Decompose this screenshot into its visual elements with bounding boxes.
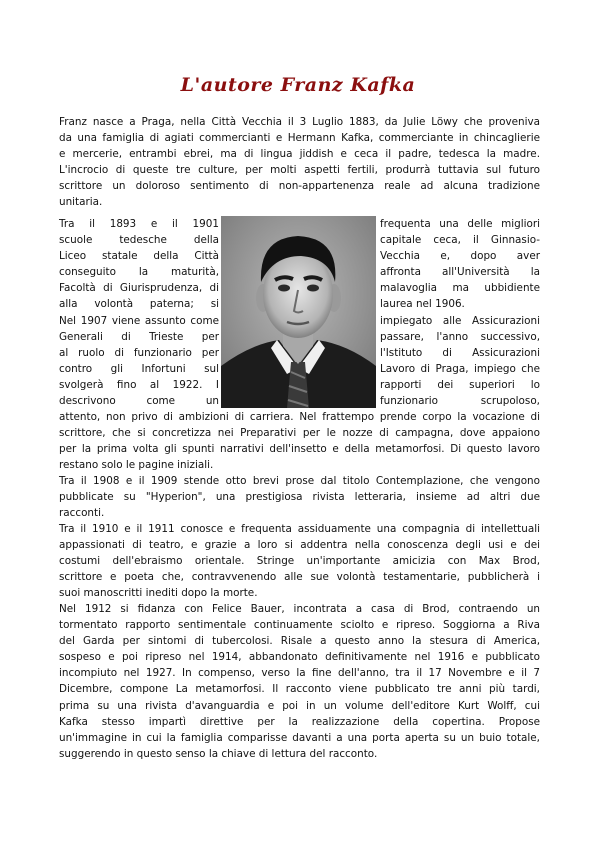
text-line: Tra il 1910 e il 1911 conosce e frequenta assiduamente una compagnia di intellettuali: [59, 523, 540, 535]
text-line: unitaria.: [59, 196, 103, 209]
text-line: suoi manoscritti inediti dopo la morte.: [59, 587, 258, 600]
text-line: tormentato rapporto sentimentale continuamente sciolto e ripreso. Soggiorna a Riva: [59, 619, 540, 632]
paragraph-intro: [59, 114, 540, 211]
text-line: svolgerà fino al 1922. I: [59, 378, 219, 391]
text-line: sospeso e poi ripreso nel 1914, abbandonato definitivamente nel 1916 e pubblicato: [59, 651, 540, 664]
text-line: e mercerie, entrambi ebrei, ma di lingua jiddish e ceca il padre, tedesca la madre.: [59, 148, 540, 161]
text-line: capitale ceca, il Ginnasio-: [380, 234, 540, 247]
text-line: scrittore un doloroso sentimento di non-appartenenza reale ad alcuna tradizione: [59, 180, 540, 193]
text-line: Dicembre, compone La metamorfosi. Il racconto viene pubblicato tre anni più tardi,: [59, 683, 540, 696]
text-line: per la prima volta gli spunti narrativi dell'insetto e della metamorfosi. Di questo lavoro: [59, 443, 540, 456]
text-line: scrittore, che si concretizza nei Preparativi per le nozze di campagna, dove appaiono: [59, 427, 540, 440]
text-line: Nel 1912 si fidanza con Felice Bauer, incontrata a casa di Brod, contraendo un: [59, 603, 540, 615]
text-line: alla volontà paterna; si: [59, 298, 219, 311]
left-text-column: [59, 216, 219, 409]
text-line: Tra il 1908 e il 1909 stende otto brevi prose dal titolo Contemplazione, che vengono: [59, 475, 540, 487]
text-line: Liceo statale della Città: [59, 250, 219, 263]
paragraph-max-brod: [59, 521, 540, 601]
text-line: scuole tedesche della: [59, 234, 219, 247]
text-line: Facoltà di Giurisprudenza, di: [59, 282, 219, 295]
photo-wrap-section: [59, 216, 540, 410]
paragraph-contemplazione: [59, 473, 540, 521]
text-line: l'Istituto di Assicurazioni: [380, 346, 540, 359]
text-line: L'incrocio di queste tre culture, per molti aspetti fertili, produrrà tuttavia sul futuro: [59, 164, 540, 177]
text-line: del Garda per sintomi di tubercolosi. Risale a questo anno la stesura di America,: [59, 635, 540, 648]
text-line: suggerendo in questo senso la chiave di lettura del racconto.: [59, 747, 378, 760]
text-line: da una famiglia di agiati commercianti e Hermann Kafka, commerciante in chincaglierie: [59, 132, 540, 145]
text-line: al ruolo di funzionario per: [59, 346, 219, 359]
kafka-portrait-photo: [221, 216, 376, 408]
text-line: rapporti dei superiori lo: [380, 378, 540, 391]
text-line: laurea nel 1906.: [380, 298, 465, 311]
text-line: restano solo le pagine iniziali.: [59, 459, 214, 472]
text-line: frequenta una delle migliori: [380, 218, 540, 230]
text-line: affronta all'Università la: [380, 266, 540, 279]
text-line: appassionati di teatro, e grazie a loro si addentra nella conoscenza degli usi e dei: [59, 539, 540, 552]
text-line: costumi dell'ebraismo orientale. Stringe un'importante amicizia con Max Brod,: [59, 555, 540, 568]
text-line: pubblicate su "Hyperion", una prestigiosa rivista letteraria, insieme ad altri due: [59, 491, 540, 504]
text-line: impiegato alle Assicurazioni: [380, 314, 540, 327]
text-line: Nel 1907 viene assunto come: [59, 314, 219, 327]
text-line: racconti.: [59, 507, 105, 520]
text-line: passare, l'anno successivo,: [380, 330, 540, 343]
text-line: incompiuto nel 1927. In compenso, verso la fine dell'anno, tra il 17 Novembre e il 7: [59, 667, 540, 680]
text-line: un'immagine in cui la famiglia comparisse davanti a una porta aperta su un buio totale,: [59, 731, 540, 744]
text-line: contro gli Infortuni sul: [59, 362, 219, 375]
text-line: attento, non privo di ambizioni di carriera. Nel frattempo prende corpo la vocazione di: [59, 411, 540, 423]
text-line: scrittore e poeta che, contravvenendo alle sue volontà testamentarie, pubblicherà i: [59, 571, 540, 584]
paragraph-career-continued: [59, 409, 540, 473]
text-line: Kafka stesso impartì direttive per la realizzazione della copertina. Propose: [59, 715, 540, 728]
text-line: Lavoro di Praga, impiego che: [380, 362, 540, 375]
text-line: conseguito la maturità,: [59, 266, 219, 279]
text-line: funzionario scrupoloso,: [380, 395, 540, 408]
text-line: Tra il 1893 e il 1901: [59, 218, 219, 230]
text-line: malavoglia ma ubbidiente: [380, 282, 540, 295]
text-line: Franz nasce a Praga, nella Città Vecchia il 3 Luglio 1883, da Julie Löwy che proveniva: [59, 116, 540, 128]
text-line: descrivono come un: [59, 395, 219, 408]
page-title: L'autore Franz Kafka: [180, 74, 416, 96]
paragraph-felice-bauer: [59, 601, 540, 762]
text-line: Generali di Trieste per: [59, 330, 219, 343]
text-line: prima su una rivista d'avanguardia e poi in un volume dell'editore Kurt Wolff, cui: [59, 699, 540, 712]
text-line: Vecchia e, dopo aver: [380, 250, 540, 263]
right-text-column: [380, 216, 540, 409]
